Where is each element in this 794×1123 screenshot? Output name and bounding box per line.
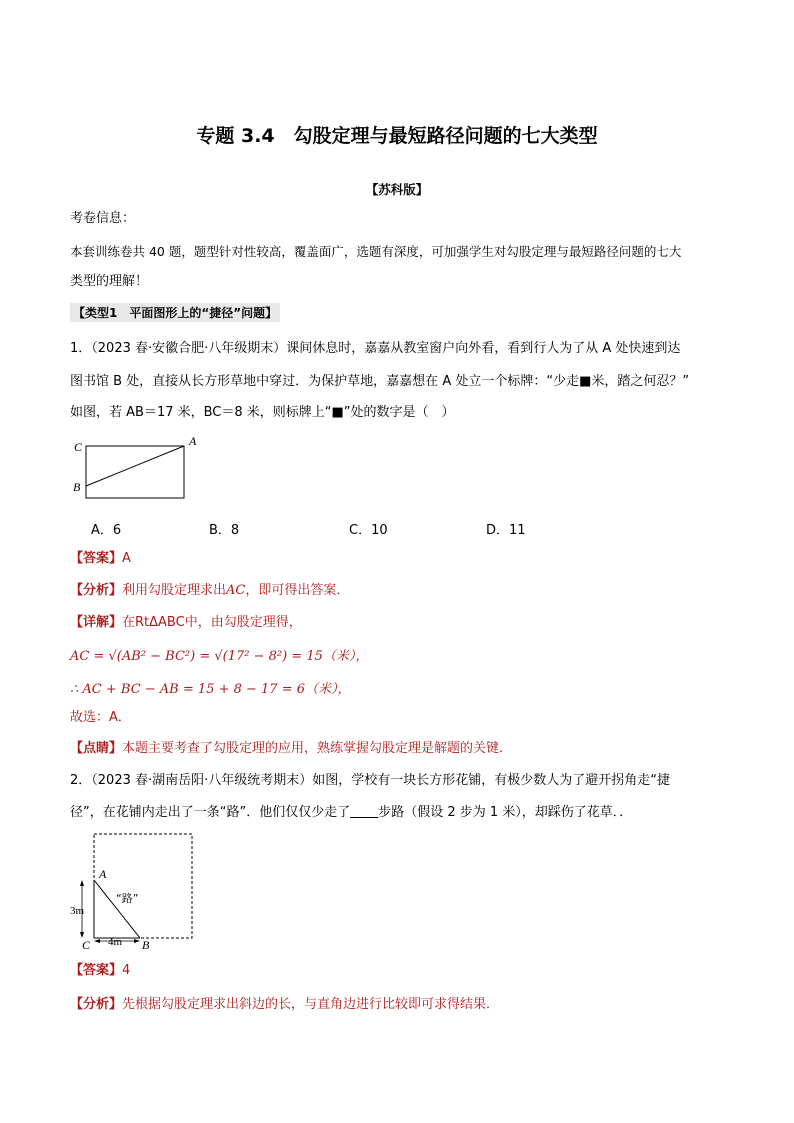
dim-arrow-up [80, 880, 84, 886]
analysis-text: 先根据勾股定理求出斜边的长，与直角边进行比较即可求得结果． [122, 997, 500, 1012]
answer-blank [350, 805, 378, 818]
q2-answer [70, 962, 130, 980]
q1-line-3: 如图，若 AB＝17 米，BC＝8 米，则标牌上“■”处的数字是（ ） [70, 405, 455, 420]
dim-arrow-right [134, 939, 140, 943]
q1-comment [70, 740, 512, 758]
label-a: A [189, 434, 197, 448]
q2-line-1: 2．（2023 春·湖南岳阳·八年级统考期末）如图，学校有一块长方形花铺，有极少数人为了避开拐角走“捷 [70, 773, 670, 788]
label-4m: 4m [108, 936, 123, 948]
q2-line-2-end: 步路（假设 2 步为 1 米），却踩伤了花草．． [378, 805, 633, 820]
q1-answer [70, 550, 131, 568]
label-b: B [142, 938, 150, 950]
label-c: C [82, 938, 91, 950]
q2-line-2 [70, 804, 632, 822]
info-line-2: 类型的理解！ [70, 274, 149, 289]
answer-tag: 【答案】 [70, 551, 123, 566]
analysis-math: AC [226, 583, 246, 598]
diagonal-path [86, 446, 184, 486]
analysis-tag: 【分析】 [70, 997, 123, 1012]
label-a: A [99, 867, 107, 881]
q2-figure [70, 828, 210, 950]
answer-tag: 【答案】 [70, 963, 123, 978]
label-road: “路” [116, 892, 139, 905]
choice-c: C．10 [349, 523, 388, 538]
detail-text: 在RtΔABC中，由勾股定理得， [122, 615, 302, 630]
q1-equation-2: ∴ AC + BC − AB = 15 + 8 − 17 = 6（米）， [70, 682, 351, 697]
info-heading: 考卷信息： [70, 211, 136, 226]
choice-d: D．11 [486, 523, 526, 538]
info-line-1: 本套训练卷共 40 题，题型针对性较高，覆盖面广，选题有深度，可加强学生对勾股定理与最短路径问题的七大 [70, 244, 682, 259]
analysis-text: 利用勾股定理求出 [122, 583, 227, 598]
hypotenuse-road [94, 880, 140, 938]
label-c: C [74, 440, 83, 454]
analysis-tail: ，即可得出答案． [245, 583, 350, 598]
section-type-1: 【类型1 平面图形上的“捷径”问题】 [70, 303, 280, 322]
q1-line-2: 图书馆 B 处，直接从长方形草地中穿过．为保护草地，嘉嘉想在 A 处立一个标牌：“少走■米，踏之何忍？” [70, 374, 690, 389]
detail-tag: 【详解】 [70, 615, 123, 630]
answer-value: A [122, 551, 131, 566]
choice-a: A．6 [91, 523, 122, 538]
comment-text: 本题主要考查了勾股定理的应用，熟练掌握勾股定理是解题的关键． [122, 741, 513, 756]
q1-conclusion: 故选：A． [70, 710, 131, 725]
label-3m: 3m [70, 905, 85, 917]
q2-line-2-start: 径”，在花铺内走出了一条“路”．他们仅仅少走了 [70, 805, 351, 820]
q1-analysis [70, 582, 349, 600]
comment-tag: 【点睛】 [70, 741, 123, 756]
choice-b: B．8 [209, 523, 240, 538]
q1-equation-1: AC = √(AB² − BC²) = √(17² − 8²) = 15（米）， [70, 649, 369, 664]
label-b: B [73, 480, 81, 494]
q2-analysis [70, 996, 499, 1014]
answer-value: 4 [122, 963, 131, 978]
flower-bed-outline [94, 834, 192, 938]
q1-figure [70, 430, 210, 510]
grass-rectangle [86, 446, 184, 498]
analysis-tag: 【分析】 [70, 583, 123, 598]
q1-detail [70, 614, 302, 632]
dim-arrow-left [94, 939, 100, 943]
edition-label: 【苏科版】 [365, 182, 429, 197]
page-title: 专题 3.4 勾股定理与最短路径问题的七大类型 [196, 125, 598, 147]
q1-line-1: 1．（2023 春·安徽合肥·八年级期末）课间休息时，嘉嘉从教室窗户向外看，看到行人为了从 A 处快速到达 [70, 341, 681, 356]
